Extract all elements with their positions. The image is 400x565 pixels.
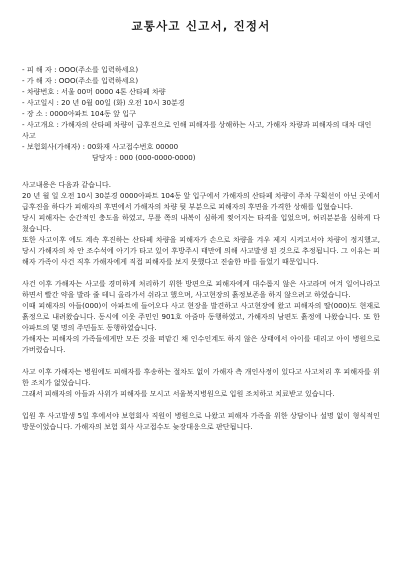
info-offender: - 가 해 자 : OOO(주소를 입력하세요): [22, 76, 139, 85]
info-datetime: - 사고일시 : 20 년 0월 00일 (화) 오전 10시 30분경: [22, 98, 185, 107]
paragraph-offender-left: 가해자는 피해자의 가족들에게만 모든 것을 떠맡긴 채 인수인계도 하지 않은 상태에서 아이를 데리고 아이 병원으로 가버렸습니다.: [22, 334, 380, 354]
info-location: - 장 소 : 0000아파트 104동 앞 입구: [22, 109, 136, 118]
paragraph-intro: 사고내용은 다음과 같습니다.: [22, 180, 111, 189]
info-list: [22, 64, 380, 163]
paragraph-no-action: 사고 이후 가해자는 병원에도 피해자를 후송하는 절차도 없이 가해자 측 개인사정이 있다고 사고처리 후 피해자를 위한 조치가 없었습니다.: [22, 367, 380, 387]
paragraph-after-incident: 사건 이후 가해자는 사고를 경미하게 처리하기 위한 방편으로 피해자에게 대수롭지 않은 사고라며 여겨 일어나라고 하면서 빨간 약을 발라 줄 테니 올라가서 쉬라고 했으며, 사고현장의 흙정보존을 하지 않으려고 하였습니다.: [22, 279, 380, 299]
info-victim: - 피 해 자 : OOO(주소를 입력하세요): [22, 65, 139, 74]
info-vehicle: - 차량번호 : 서울 00머 0000 4톤 산타페 차량: [22, 87, 166, 96]
document-title: 교통사고 신고서, 진정서: [131, 19, 271, 33]
info-contact: 담당자 : 000 (000-0000-0000): [92, 153, 196, 162]
paragraph-continued: 또한 사고이후 에도 계속 후진하는 산타페 차량을 피해자가 손으로 차량을 겨우 제지 시켜고서야 차량이 정지했고, 당시 가해자의 차 안 조수석에 아기가 타고 있어 후방주시 태만에 의해 사고발생 된 것으로 추정됩니다. 그 이유는 피해자 가족이 사건 직후 가해자에게 직접 피해자를 보지 못했다고 진술한 바를 들었기 때문입니다.: [22, 235, 380, 266]
info-insurance: - 보험회사(가해자) : 00화재 사고접수번호 00000: [22, 142, 179, 151]
info-summary: - 사고개요 : 가해자의 산타페 차량이 급후진으로 인해 피해자를 상해하는 사고, 가해자 차량과 피해자의 대차 대인 사고: [22, 120, 372, 140]
paragraph-incident: 20 년 월 일 오전 10시 30분경 0000아파트 104동 앞 입구에서 가해자의 산타페 차량이 주차 구획선이 아닌 곳에서 급후진을 하다가 피해자의 후면에서 가해자의 차량 뒷 부분으로 피해자의 후면을 가격한 상해를 입혔습니다.: [22, 191, 380, 211]
paragraph-hospital: 그래서 피해자의 아들과 사위가 피해자를 모시고 서울북지병원으로 입원 조치하고 치료받고 있습니다.: [22, 389, 335, 398]
paragraph-family: 이때 피해자의 아들(000)이 아파트에 들어오다 사고 현장을 발견하고 사고현장에 왔고 피해자의 딸(000)도 현재로 흙정으로 내려왔습니다. 동시에 이웃 주민인 901호 아줌마 동행하였고, 가해자의 남편도 흙정에 나왔습니다. 또 한 아파트의 몇 명의 주민들도 동행하였습니다.: [22, 301, 380, 332]
paragraph-insurance-visit: 입원 후 사고발생 5일 후에서야 보험회사 직원이 병원으로 나왔고 피해자 가족을 위한 상담이나 설명 없이 형식적인 방문이었습니다. 가해자의 보험 회사 사고접수도 늦장대응으로 판단됩니다.: [22, 411, 380, 431]
paragraph-injury: 당시 피해자는 순간적인 충도을 하였고, 무릎 쪽의 내복이 심하게 찢어지는 타격을 입었으며, 허리분분을 심하게 다쳤습니다.: [22, 213, 380, 233]
